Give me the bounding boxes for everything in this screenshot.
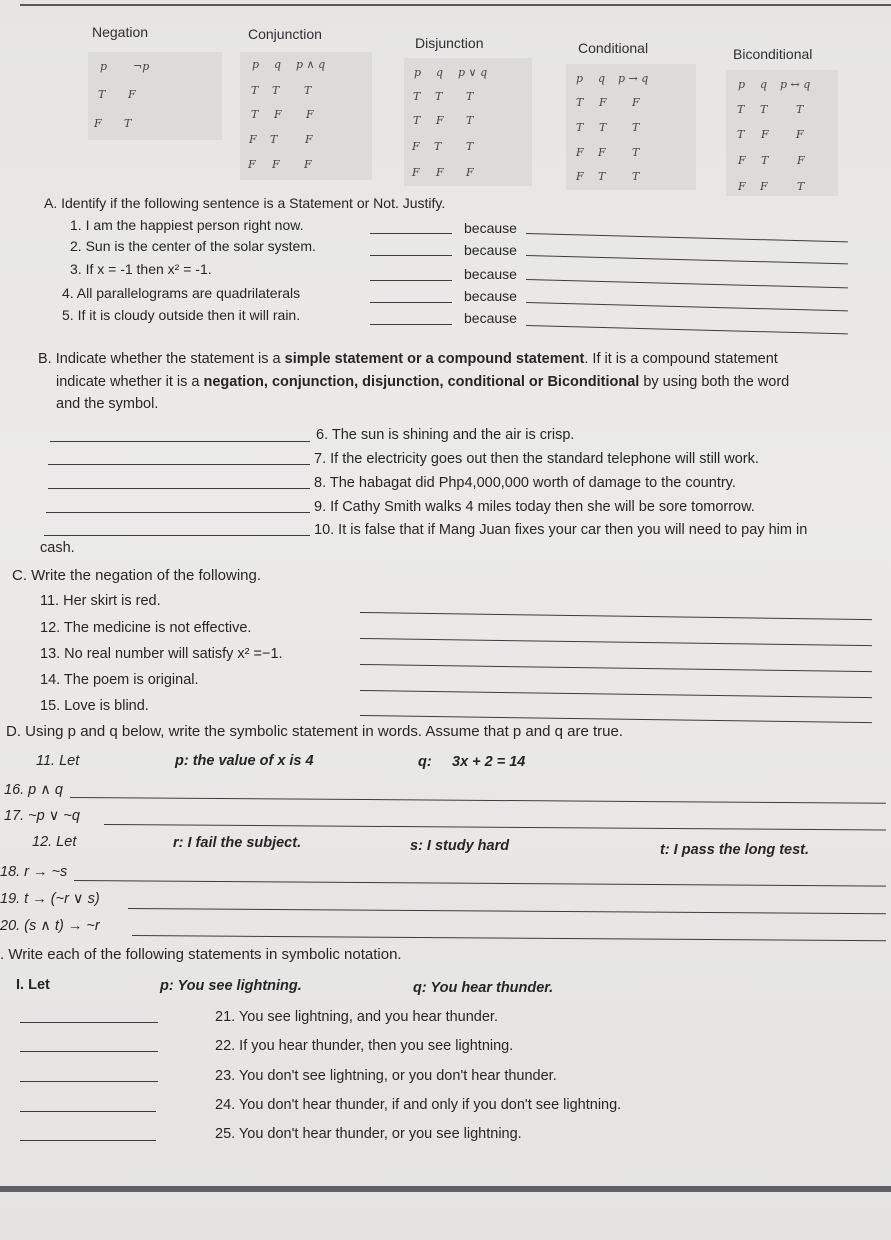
cond-header-p: p <box>576 72 584 85</box>
b-item-10: 10. It is false that if Mang Juan fixes your car then you will need to pay him in <box>314 522 808 538</box>
disj-cell: F <box>436 114 444 127</box>
neg-cell: T <box>98 88 106 101</box>
d-q-def: q: <box>418 754 432 770</box>
disj-cell: F <box>412 140 420 153</box>
b-line1-b: simple statement or a compound statement <box>284 351 585 367</box>
disj-cell: T <box>466 140 474 153</box>
e-answer-25[interactable] <box>20 1140 156 1141</box>
conj-cell: F <box>305 133 313 146</box>
conj-cell: F <box>306 108 314 121</box>
a-justify-1[interactable] <box>526 233 848 242</box>
bicond-cell: F <box>797 154 805 167</box>
a-answer-2[interactable] <box>370 255 452 256</box>
conj-cell: F <box>272 158 280 171</box>
a-because-4: because <box>464 288 517 304</box>
conj-cell: F <box>274 108 282 121</box>
b-line1-a: B. Indicate whether the statement is a <box>38 351 285 367</box>
d-p-def: p: the value of x is 4 <box>175 753 314 769</box>
cond-cell: T <box>632 121 640 134</box>
conj-cell: T <box>304 84 312 97</box>
b-item-10-cont: cash. <box>40 540 75 556</box>
e-item-21: 21. You see lightning, and you hear thunder. <box>215 1009 498 1025</box>
disj-cell: F <box>412 166 420 179</box>
d-let-1: 11. Let <box>36 753 80 769</box>
cond-header-pq: p → q <box>618 72 649 85</box>
conj-cell: T <box>251 84 259 97</box>
disj-cell: F <box>436 166 444 179</box>
d-q-expr: 3x + 2 = 14 <box>452 754 526 770</box>
d-answer-17[interactable] <box>104 824 886 830</box>
d-answer-18[interactable] <box>74 880 886 887</box>
bicond-cell: T <box>737 128 745 141</box>
conditional-title: Conditional <box>578 40 649 56</box>
disjunction-title: Disjunction <box>415 35 484 51</box>
c-item-15: 15. Love is blind. <box>40 698 149 714</box>
a-answer-5[interactable] <box>370 324 452 325</box>
b-answer-7[interactable] <box>48 464 310 465</box>
a-justify-5[interactable] <box>526 325 848 334</box>
c-answer-13[interactable] <box>360 664 872 672</box>
a-because-1: because <box>464 220 517 236</box>
d-answer-20[interactable] <box>132 935 886 941</box>
disj-cell: T <box>413 114 421 127</box>
c-item-14: 14. The poem is original. <box>40 672 199 688</box>
a-item-4: 4. All parallelograms are quadrilaterals <box>62 285 301 301</box>
disj-cell: T <box>434 140 442 153</box>
conj-cell: T <box>270 133 278 146</box>
cond-cell: T <box>576 96 584 109</box>
e-let: I. Let <box>16 977 50 993</box>
cond-cell: F <box>632 96 640 109</box>
disj-cell: T <box>466 90 474 103</box>
cond-cell: T <box>598 170 606 183</box>
a-item-1: 1. I am the happiest person right now. <box>70 217 304 233</box>
b-item-7: 7. If the electricity goes out then the standard telephone will still work. <box>314 451 759 467</box>
e-item-23: 23. You don't see lightning, or you don't hear thunder. <box>215 1068 557 1084</box>
top-border <box>20 4 891 6</box>
disj-header-q: q <box>436 66 444 79</box>
cond-cell: T <box>599 121 607 134</box>
c-item-11: 11. Her skirt is red. <box>40 593 161 609</box>
section-b-line-2 <box>56 374 789 390</box>
d-item-19: 19. t → (~r ∨ s) <box>0 891 100 907</box>
conj-header-q: q <box>274 58 282 71</box>
a-answer-4[interactable] <box>370 302 452 303</box>
d-item-16: 16. p ∧ q <box>4 782 63 798</box>
a-because-5: because <box>464 310 517 326</box>
neg-cell: F <box>128 88 136 101</box>
disj-cell: F <box>466 166 474 179</box>
b-answer-6[interactable] <box>50 441 310 442</box>
b-answer-8[interactable] <box>48 488 310 489</box>
conj-header-p: p <box>252 58 260 71</box>
cond-cell: F <box>599 96 607 109</box>
cond-header-q: q <box>598 72 606 85</box>
biconditional-title: Biconditional <box>733 46 813 62</box>
b-line2-b: negation, conjunction, disjunction, conditional or Biconditional <box>203 374 640 390</box>
e-q-def: q: You hear thunder. <box>413 980 554 996</box>
d-answer-16[interactable] <box>70 797 886 804</box>
conj-cell: T <box>251 108 259 121</box>
d-item-20: 20. (s ∧ t) → ~r <box>0 918 100 934</box>
disj-header-pq: p ∨ q <box>458 66 488 79</box>
d-item-17: 17. ~p ∨ ~q <box>4 808 80 824</box>
a-justify-4[interactable] <box>526 302 848 311</box>
e-item-24: 24. You don't hear thunder, if and only if you don't see lightning. <box>215 1097 622 1113</box>
c-item-12: 12. The medicine is not effective. <box>40 620 252 636</box>
conj-cell: F <box>248 158 256 171</box>
a-item-2: 2. Sun is the center of the solar system. <box>70 238 316 254</box>
b-line1-c: . If it is a compound statement <box>584 351 778 367</box>
b-item-6: 6. The sun is shining and the air is crisp. <box>316 427 575 443</box>
d-answer-19[interactable] <box>128 908 886 914</box>
e-item-25: 25. You don't hear thunder, or you see lightning. <box>215 1126 522 1142</box>
section-e-heading: . Write each of the following statements in symbolic notation. <box>0 946 402 963</box>
bicond-cell: T <box>737 103 745 116</box>
a-answer-3[interactable] <box>370 280 452 281</box>
c-answer-12[interactable] <box>360 638 872 646</box>
b-item-9: 9. If Cathy Smith walks 4 miles today then she will be sore tomorrow. <box>314 499 755 515</box>
section-a-heading: A. Identify if the following sentence is a Statement or Not. Justify. <box>44 195 446 211</box>
e-item-22: 22. If you hear thunder, then you see lightning. <box>215 1038 514 1054</box>
bicond-cell: F <box>760 180 768 193</box>
d-item-18: 18. r → ~s <box>0 864 68 880</box>
bicond-cell: T <box>796 103 804 116</box>
a-justify-2[interactable] <box>526 255 848 264</box>
disj-cell: T <box>466 114 474 127</box>
bicond-header-pq: p ↔ q <box>780 78 811 91</box>
a-because-3: because <box>464 266 517 282</box>
bicond-cell: F <box>761 128 769 141</box>
b-item-8: 8. The habagat did Php4,000,000 worth of damage to the country. <box>314 475 736 491</box>
a-item-3: 3. If x = -1 then x² = -1. <box>70 261 212 277</box>
a-justify-3[interactable] <box>526 279 848 288</box>
neg-cell: T <box>124 117 132 130</box>
conj-cell: F <box>249 133 257 146</box>
bicond-header-q: q <box>760 78 768 91</box>
bicond-cell: T <box>797 180 805 193</box>
e-answer-22[interactable] <box>20 1051 158 1052</box>
neg-header-p: p <box>100 60 108 73</box>
e-answer-23[interactable] <box>20 1081 158 1082</box>
conj-header-pq: p ∧ q <box>296 58 326 71</box>
a-because-2: because <box>464 242 517 258</box>
neg-cell: F <box>94 117 102 130</box>
disj-cell: T <box>435 90 443 103</box>
cond-cell: T <box>632 170 640 183</box>
b-answer-9[interactable] <box>46 512 310 513</box>
cond-cell: T <box>576 121 584 134</box>
disj-cell: T <box>413 90 421 103</box>
conj-cell: F <box>304 158 312 171</box>
bicond-cell: F <box>738 180 746 193</box>
c-item-13: 13. No real number will satisfy x² =−1. <box>40 646 283 662</box>
b-answer-10[interactable] <box>44 535 310 536</box>
bicond-cell: T <box>760 103 768 116</box>
conj-cell: T <box>272 84 280 97</box>
bicond-cell: F <box>796 128 804 141</box>
bicond-cell: F <box>738 154 746 167</box>
a-item-5: 5. If it is cloudy outside then it will rain. <box>62 307 301 323</box>
cond-cell: T <box>632 146 640 159</box>
d-t-def: t: I pass the long test. <box>660 842 810 858</box>
e-answer-24[interactable] <box>20 1111 156 1112</box>
section-b-line-3: and the symbol. <box>56 396 159 412</box>
cond-cell: F <box>598 146 606 159</box>
negation-title: Negation <box>92 24 149 40</box>
cond-cell: F <box>576 170 584 183</box>
bottom-border <box>0 1186 891 1192</box>
c-answer-15[interactable] <box>360 715 872 723</box>
conjunction-title: Conjunction <box>248 26 322 42</box>
bicond-header-p: p <box>738 78 746 91</box>
e-answer-21[interactable] <box>20 1022 158 1023</box>
c-answer-11[interactable] <box>360 612 872 620</box>
b-line2-a: indicate whether it is a <box>56 374 204 390</box>
bicond-cell: T <box>761 154 769 167</box>
d-s-def: s: I study hard <box>410 838 510 854</box>
section-c-heading: C. Write the negation of the following. <box>12 567 262 584</box>
d-r-def: r: I fail the subject. <box>173 835 302 851</box>
disj-header-p: p <box>414 66 422 79</box>
neg-header-notp: ¬p <box>133 60 150 73</box>
section-b-line-1 <box>38 351 778 367</box>
section-d-heading: D. Using p and q below, write the symbolic statement in words. Assume that p and q are true. <box>6 723 623 740</box>
cond-cell: F <box>576 146 584 159</box>
d-let-2: 12. Let <box>32 834 77 850</box>
b-line2-c: by using both the word <box>639 374 790 390</box>
a-answer-1[interactable] <box>370 233 452 234</box>
e-p-def: p: You see lightning. <box>160 978 302 994</box>
c-answer-14[interactable] <box>360 690 872 698</box>
